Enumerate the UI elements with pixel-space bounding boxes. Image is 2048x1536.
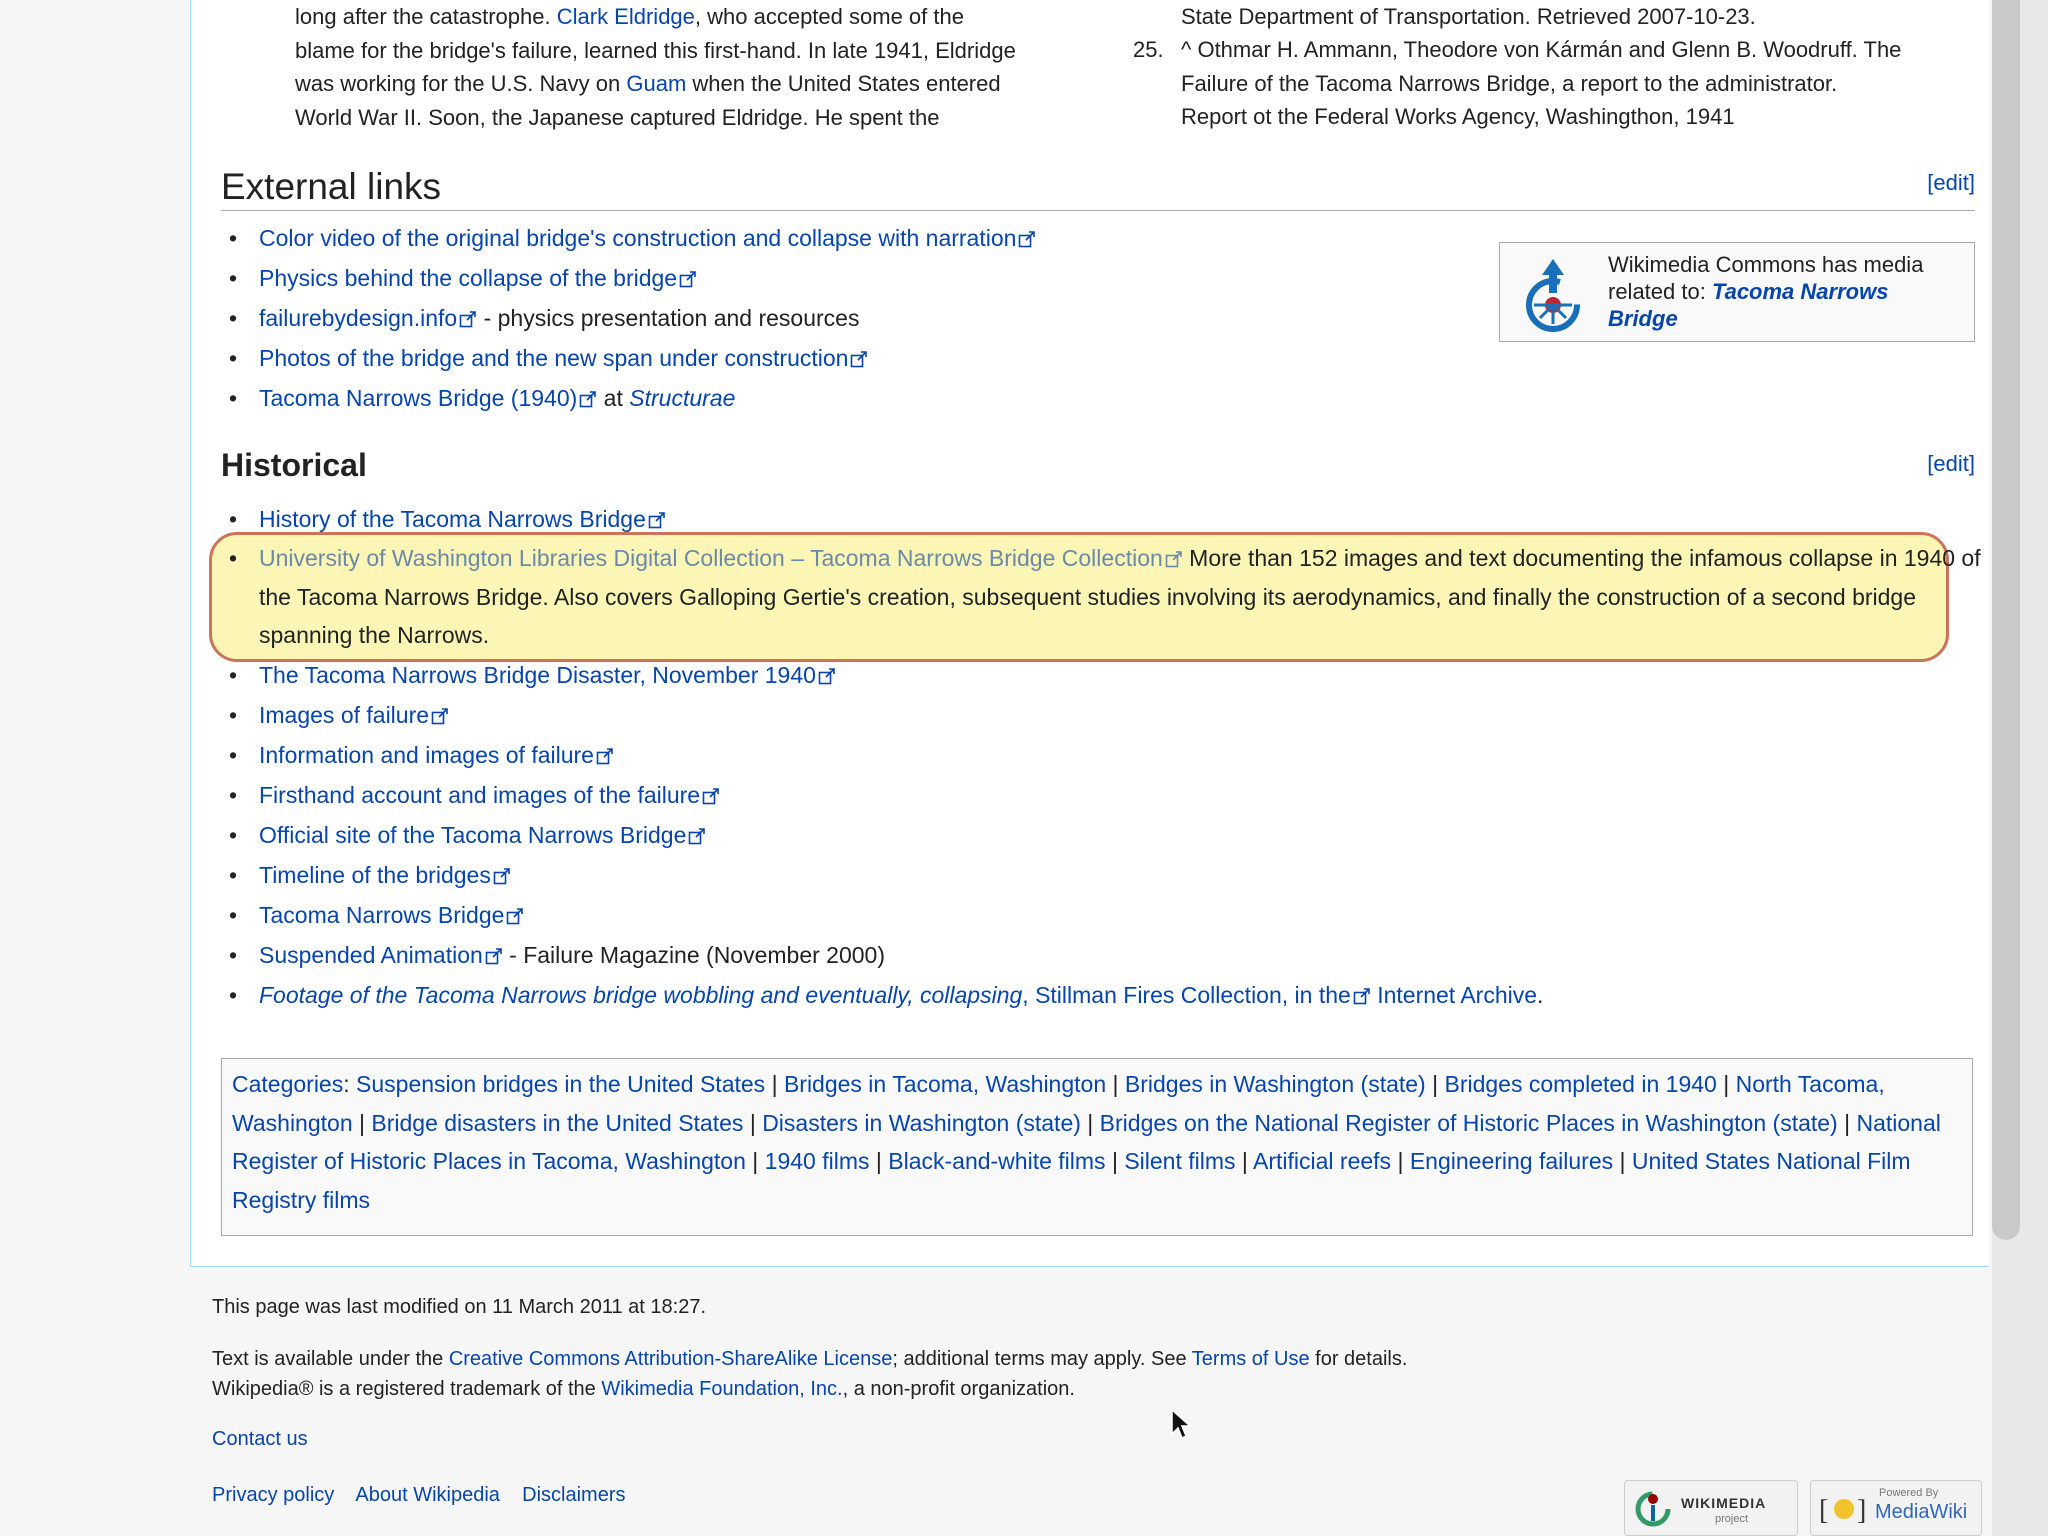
list-item: [225, 499, 1985, 539]
clark-eldridge-link[interactable]: Clark Eldridge: [556, 4, 695, 29]
commons-text: Wikimedia Commons has media related to:: [1608, 252, 1924, 304]
external-link-icon: [688, 827, 706, 845]
svg-text:]: ]: [1857, 1495, 1867, 1526]
wikimedia-logo-icon: [1633, 1489, 1673, 1529]
contact-link[interactable]: Contact us: [212, 1428, 308, 1450]
list-item: [225, 655, 1985, 695]
external-link[interactable]: Images of failure: [259, 701, 430, 728]
external-links-section: [221, 164, 1975, 211]
category-link[interactable]: Engineering failures: [1409, 1148, 1614, 1174]
category-link[interactable]: Bridge disasters in the United States: [371, 1109, 744, 1136]
references-list: [1133, 0, 1993, 129]
mediawiki-badge[interactable]: [1810, 1480, 1982, 1536]
list-item: • failurebydesign.info - physics presentation and resources: [225, 298, 1465, 338]
reference-25: 25. ^ Othmar H. Ammann, Theodore von Kármán and Glenn B. Woodruff. The Failure of the Tacoma Narrows Bridge, a report to the administrator. Report ot the Federal Works Agency, Washingthon, 1941: [1133, 33, 1993, 134]
external-link[interactable]: Tacoma Narrows Bridge (1940): [259, 385, 578, 411]
historical-links-list: [225, 499, 1985, 1015]
external-links-list: [225, 218, 1465, 418]
section-heading: External links: [221, 166, 442, 207]
external-link-icon: [459, 310, 477, 328]
category-link[interactable]: Black-and-white films: [888, 1148, 1106, 1174]
reference-24-tail: State Department of Transportation. Retrieved 2007-10-23.: [1181, 4, 1756, 29]
stillman-link[interactable]: , Stillman Fires Collection, in the: [1022, 981, 1351, 1008]
terms-link[interactable]: Terms of Use: [1191, 1348, 1310, 1370]
footage-link[interactable]: Footage of the Tacoma Narrows bridge wobbling and eventually, collapsing: [259, 981, 1023, 1008]
external-link[interactable]: Official site of the Tacoma Narrows Bridge: [259, 821, 687, 848]
external-link-icon: [1018, 230, 1036, 248]
external-link[interactable]: Tacoma Narrows Bridge: [259, 901, 505, 928]
historical-section: [221, 445, 1975, 485]
list-item: [225, 338, 1465, 378]
external-link-icon: [818, 667, 836, 685]
external-link-icon: [648, 511, 666, 529]
guam-link[interactable]: Guam: [626, 71, 687, 96]
category-link[interactable]: Bridges on the National Register of Historic Places in Washington (state): [1099, 1109, 1838, 1136]
category-link[interactable]: Suspension bridges in the United States: [356, 1071, 766, 1097]
commons-link[interactable]: Tacoma Narrows Bridge: [1608, 279, 1889, 331]
content-area: [190, 0, 1989, 1267]
category-link[interactable]: United States National Film Registry films: [232, 1148, 1911, 1213]
external-link-icon: [506, 907, 524, 925]
internet-archive-link[interactable]: Internet Archive: [1377, 981, 1538, 1008]
paragraph-line: World War II. Soon, the Japanese captured Eldridge. He spent the: [295, 104, 940, 130]
external-link[interactable]: History of the Tacoma Narrows Bridge: [259, 506, 646, 532]
external-link-icon: [596, 747, 614, 765]
list-item: • Footage of the Tacoma Narrows bridge wobbling and eventually, collapsing, Stillman Fires Collection, in the Internet Archive.: [225, 975, 1985, 1015]
trademark-line: Wikipedia® is a registered trademark of the Wikimedia Foundation, Inc., a non-profit organization.: [212, 1378, 1075, 1400]
external-link-icon: [1165, 550, 1183, 568]
external-link[interactable]: Physics behind the collapse of the bridge: [259, 265, 678, 291]
svg-text:[: [: [1819, 1495, 1829, 1526]
section-heading: Historical: [221, 447, 367, 483]
mediawiki-logo-icon: [1819, 1491, 1869, 1527]
category-link[interactable]: Bridges completed in 1940: [1444, 1071, 1717, 1097]
category-link[interactable]: North Tacoma, Washington: [232, 1071, 1885, 1136]
paragraph-line: long after the catastrophe. Clark Eldridge, who accepted some of the: [295, 4, 964, 29]
article-paragraph: [295, 0, 1205, 134]
mediawiki-badge-top: Powered By: [1879, 1487, 1939, 1499]
list-item-highlighted: • University of Washington Libraries Digital Collection – Tacoma Narrows Bridge Collection More than 152 images and text documenting the infamous collapse in 1940 of the Tacoma Narrows Bridge. Also covers Galloping Gertie's creation, subsequent studies involving its aerodynamics, and finally the construction of a second bridge spanning the Narrows.: [225, 539, 1985, 655]
commons-box: [1499, 242, 1975, 342]
paragraph-line: was working for the U.S. Navy on Guam when the United States entered: [295, 71, 1001, 96]
reference-backlink[interactable]: ^: [1181, 37, 1192, 62]
last-modified: This page was last modified on 11 March 2011 at 18:27.: [212, 1296, 706, 1318]
categories-label[interactable]: Categories: [232, 1071, 344, 1097]
paragraph-line: blame for the bridge's failure, learned this first-hand. In late 1941, Eldridge: [295, 37, 1016, 63]
external-link[interactable]: University of Washington Libraries Digital Collection – Tacoma Narrows Bridge Collection: [259, 545, 1163, 571]
privacy-link[interactable]: Privacy policy: [212, 1484, 335, 1506]
external-link[interactable]: Suspended Animation: [259, 941, 483, 968]
category-link[interactable]: Disasters in Washington (state): [762, 1109, 1081, 1136]
external-link-icon: [850, 350, 868, 368]
list-item: [225, 815, 1985, 855]
external-link[interactable]: The Tacoma Narrows Bridge Disaster, November 1940: [259, 661, 816, 688]
list-item: [225, 895, 1985, 935]
wikimedia-foundation-link[interactable]: Wikimedia Foundation, Inc.: [601, 1378, 843, 1400]
external-link-icon: [1353, 987, 1371, 1005]
category-link[interactable]: Artificial reefs: [1253, 1148, 1392, 1174]
edit-link[interactable]: [edit]: [1927, 451, 1975, 476]
wikimedia-badge-sub: project: [1715, 1513, 1749, 1525]
structurae-link[interactable]: Structurae: [629, 385, 736, 411]
external-link-icon: [579, 390, 597, 408]
external-link-icon: [493, 867, 511, 885]
wikimedia-commons-icon: [1520, 255, 1586, 335]
category-link[interactable]: Bridges in Washington (state): [1124, 1071, 1426, 1097]
about-link[interactable]: About Wikipedia: [355, 1484, 500, 1506]
category-link[interactable]: National Register of Historic Places in Tacoma, Washington: [232, 1109, 1941, 1174]
list-item: [225, 695, 1985, 735]
edit-link[interactable]: [edit]: [1927, 170, 1975, 195]
external-link[interactable]: failurebydesign.info: [259, 305, 458, 331]
category-link[interactable]: Bridges in Tacoma, Washington: [783, 1071, 1107, 1097]
external-link[interactable]: Color video of the original bridge's construction and collapse with narration: [259, 225, 1017, 251]
external-link-icon: [702, 787, 720, 805]
category-link[interactable]: 1940 films: [764, 1148, 870, 1174]
external-link[interactable]: Information and images of failure: [259, 741, 594, 768]
list-item: [225, 218, 1465, 258]
mouse-cursor-icon: [1170, 1408, 1192, 1440]
categories-box: Categories: Suspension bridges in the United States | Bridges in Tacoma, Washington | Bridges in Washington (state) | Bridges completed in 1940 | North Tacoma, Washington | Bridge disasters in the United States | Disasters in Washington (state) | Bridges on the National Register of Historic Places in Washington (state) | National Register of Historic Places in Tacoma, Washington | 1940 films | Black-and-white films | Silent films | Artificial reefs | Engineering failures | United States National Film Registry films: [221, 1058, 1973, 1236]
list-item: [225, 775, 1985, 815]
license-line: Text is available under the Creative Commons Attribution-ShareAlike License; additional terms may apply. See Terms of Use for details.: [212, 1348, 1408, 1370]
list-item: • Suspended Animation - Failure Magazine (November 2000): [225, 935, 1985, 975]
external-link-icon: [485, 947, 503, 965]
external-link[interactable]: Photos of the bridge and the new span under construction: [259, 345, 849, 371]
external-link-icon: [431, 707, 449, 725]
list-item: [225, 258, 1465, 298]
scrollbar-thumb[interactable]: [1992, 0, 2020, 1240]
external-link[interactable]: Timeline of the bridges: [259, 861, 491, 888]
category-link[interactable]: Silent films: [1124, 1148, 1236, 1174]
list-item: [225, 735, 1985, 775]
list-item: • Tacoma Narrows Bridge (1940) at Structurae: [225, 378, 1465, 418]
external-link-icon: [679, 270, 697, 288]
reference-number: 25.: [1133, 37, 1164, 62]
wikimedia-badge[interactable]: [1624, 1480, 1798, 1536]
mediawiki-badge-label: MediaWiki: [1875, 1501, 1968, 1523]
external-link[interactable]: Firsthand account and images of the failure: [259, 781, 701, 808]
wikimedia-badge-label: WIKIMEDIA: [1681, 1495, 1767, 1511]
list-item: [225, 855, 1985, 895]
disclaimers-link[interactable]: Disclaimers: [522, 1484, 626, 1506]
license-link[interactable]: Creative Commons Attribution-ShareAlike License: [448, 1348, 893, 1370]
